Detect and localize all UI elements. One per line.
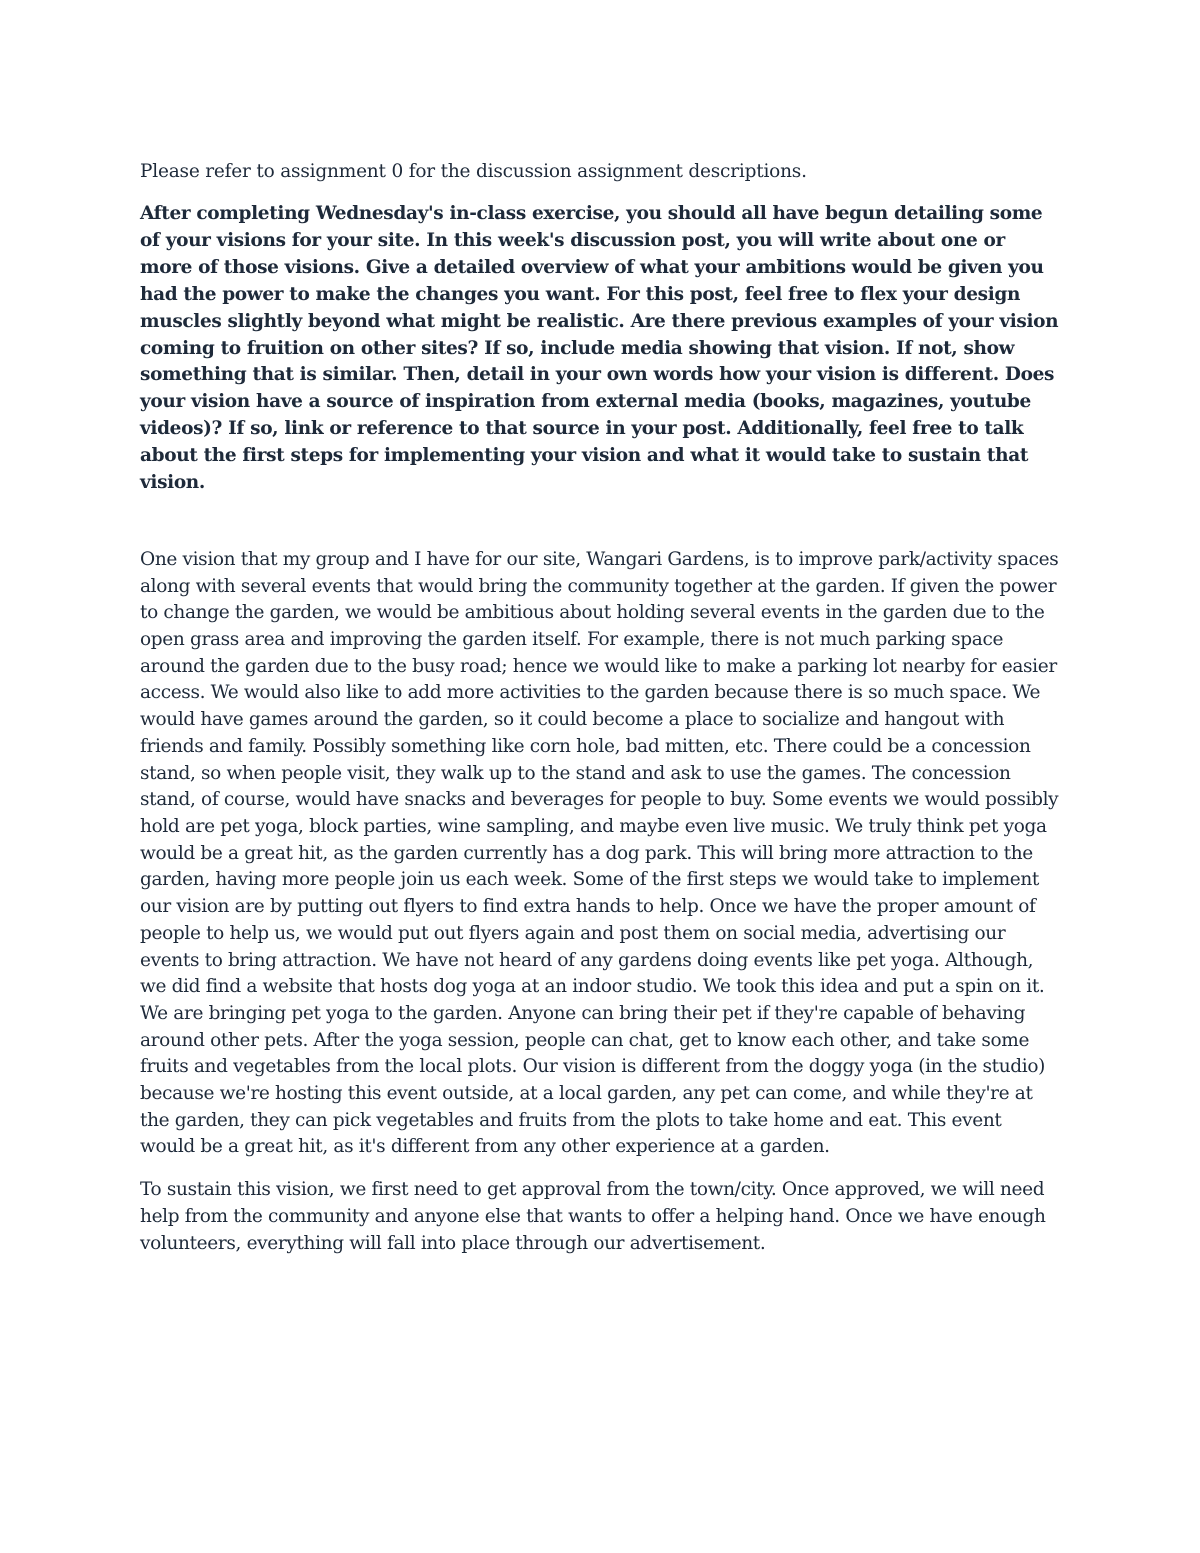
intro-paragraph: Please refer to assignment 0 for the discussion assignment descriptions. (140, 161, 807, 182)
document-body (140, 158, 1060, 1257)
response-paragraph-vision: One vision that my group and I have for our site, Wangari Gardens, is to improve park/activity spaces along with several events that would bring the community together at the garden. If given the power to change the garden, we would be ambitious about holding several events in the garden due to the open grass area and improving the garden itself. For example, there is not much parking space around the garden due to the busy road; hence we would like to make a parking lot nearby for easier access. We would also like to add more activities to the garden because there is so much space. We would have games around the garden, so it could become a place to socialize and hangout with friends and family. Possibly something like corn hole, bad mitten, etc. There could be a concession stand, so when people visit, they walk up to the stand and ask to use the games. The concession stand, of course, would have snacks and beverages for people to buy. Some events we would possibly hold are pet yoga, block parties, wine sampling, and maybe even live music. We truly think pet yoga would be a great hit, as the garden currently has a dog park. This will bring more attraction to the garden, having more people join us each week. Some of the first steps we would take to implement our vision are by putting out flyers to find extra hands to help. Once we have the proper amount of people to help us, we would put out flyers again and post them on social media, advertising our events to bring attraction. We have not heard of any gardens doing events like pet yoga. Although, we did find a website that hosts dog yoga at an indoor studio. We took this idea and put a spin on it. We are bringing pet yoga to the garden. Anyone can bring their pet if they're capable of behaving around other pets. After the yoga session, people can chat, get to know each other, and take some fruits and vegetables from the local plots. Our vision is different from the doggy yoga (in the studio) because we're hosting this event outside, at a local garden, any pet can come, and while they're at the garden, they can pick vegetables and fruits from the plots to take home and eat. This event would be a great hit, as it's different from any other experience at a garden. (140, 548, 1059, 1158)
response-paragraph-sustain: To sustain this vision, we first need to get approval from the town/city. Once approved, we will need help from the community and anyone else that wants to offer a helping hand. Once we have enough volunteers, everything will fall into place through our advertisement. (140, 1179, 1046, 1254)
assignment-prompt-paragraph: After completing Wednesday's in-class exercise, you should all have begun detailing some of your visions for your site. In this week's discussion post, you will write about one or more of those visions. Give a detailed overview of what your ambitions would be given you had the power to make the changes you want. For this post, feel free to flex your design muscles slightly beyond what might be realistic. Are there previous examples of your vision coming to fruition on other sites? If so, include media showing that vision. If not, show something that is similar. Then, detail in your own words how your vision is different. Does your vision have a source of inspiration from external media (books, magazines, youtube videos)? If so, link or reference to that source in your post. Additionally, feel free to talk about the first steps for implementing your vision and what it would take to sustain that vision. (140, 203, 1059, 494)
